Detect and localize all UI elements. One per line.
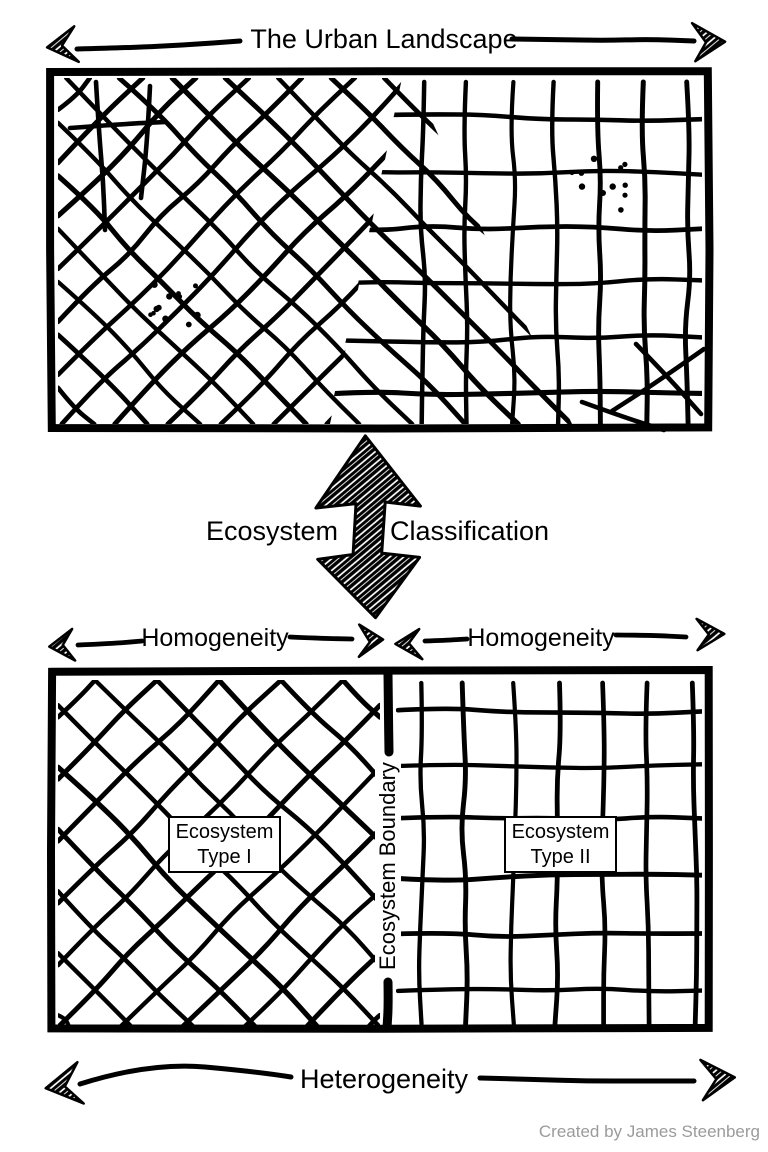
page-title: The Urban Landscape [250, 24, 518, 54]
type-2-line-1: Ecosystem [511, 820, 610, 843]
type-1-line-2: Type I [197, 845, 252, 868]
ecosystem-type-2-box [504, 816, 617, 873]
type-2-line-2: Type II [530, 845, 591, 868]
homogeneity-label-right: Homogeneity [467, 624, 615, 652]
classification-label-left: Ecosystem [205, 516, 338, 546]
ecosystem-type-1-box [168, 816, 281, 873]
heterogeneity-label: Heterogeneity [299, 1064, 469, 1094]
dot-cluster-left [148, 282, 201, 328]
type-1-line-1: Ecosystem [175, 820, 274, 843]
urban-diagonal-grid [58, 78, 575, 424]
ecosystem-boundary-label: Ecosystem Boundary [375, 759, 401, 973]
classification-label-right: Classification [390, 516, 550, 546]
urban-orthogonal-grid [320, 82, 703, 424]
homogeneity-label-left: Homogeneity [141, 624, 289, 652]
credit-label: Created by James Steenberg [538, 1122, 760, 1141]
